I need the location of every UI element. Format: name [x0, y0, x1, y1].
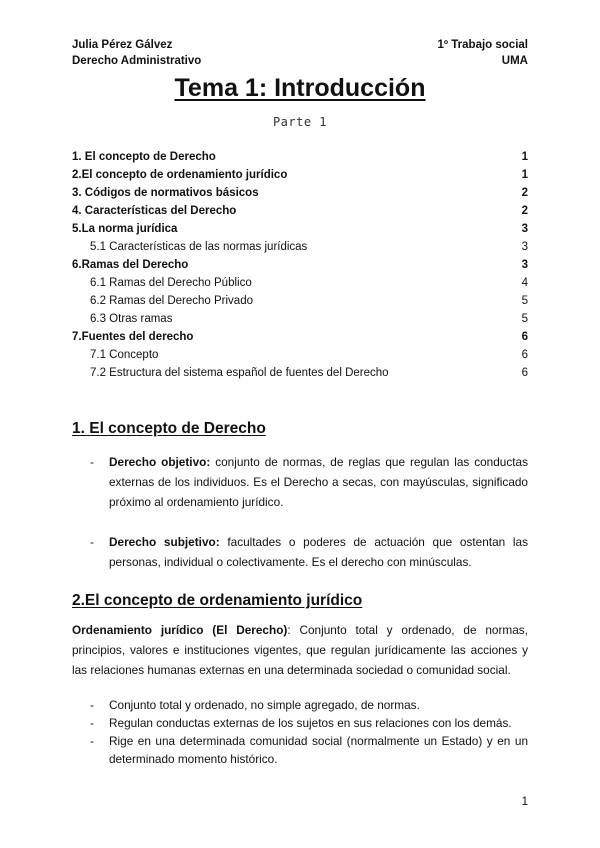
definition-text: facultades o poderes de actuación que ostentan las personas, individual o colectivamente. Es el derecho con minúsculas.: [109, 535, 528, 569]
dash-bullet: -: [90, 535, 94, 549]
list-item: [72, 714, 528, 732]
definition-term: Derecho subjetivo:: [109, 535, 220, 549]
toc-entry-label: 7.Fuentes del derecho: [72, 331, 194, 343]
definition-list: [72, 452, 528, 572]
toc-entry-label: 3. Códigos de normativos básicos: [72, 187, 259, 199]
toc-entry-page: 5: [521, 313, 528, 325]
dash-bullet: -: [90, 716, 94, 730]
section-ordenamiento-juridico: [72, 592, 528, 768]
toc-entry[interactable]: [72, 328, 528, 346]
definition-text: conjunto de normas, de reglas que regulan las conductas externas de los individuos. Es el Derecho a secas, con mayúsculas, significado próximo al ordenamiento jurídico.: [109, 455, 528, 509]
toc-entry-label: 5.1 Características de las normas jurídicas: [90, 241, 308, 253]
toc-entry-page: 2: [521, 205, 528, 217]
definition-term: Ordenamiento jurídico (El Derecho): [72, 623, 288, 637]
section-heading: 2.El concepto de ordenamiento jurídico: [72, 592, 363, 609]
toc-entry[interactable]: [72, 310, 528, 328]
toc-entry[interactable]: [72, 256, 528, 274]
definition-term: Derecho objetivo:: [109, 455, 211, 469]
dash-bullet: -: [90, 734, 94, 748]
toc-entry-label: 5.La norma jurídica: [72, 223, 178, 235]
toc-entry-label: 7.1 Concepto: [90, 349, 159, 361]
toc-entry-page: 1: [521, 151, 528, 163]
toc-entry-label: 2.El concepto de ordenamiento jurídico: [72, 169, 288, 181]
toc-entry-page: 4: [521, 277, 528, 289]
toc-entry-page: 3: [521, 259, 528, 271]
dash-bullet: -: [90, 455, 94, 469]
toc-entry[interactable]: [72, 238, 528, 256]
subject-name: Derecho Administrativo: [72, 55, 202, 67]
characteristics-list: [72, 696, 528, 768]
list-item: [72, 532, 528, 572]
section-heading: 1. El concepto de Derecho: [72, 420, 266, 437]
toc-entry[interactable]: [72, 274, 528, 292]
list-item: [72, 696, 528, 714]
toc-entry[interactable]: [72, 364, 528, 382]
toc-entry-page: 6: [521, 367, 528, 379]
toc-entry-label: 4. Características del Derecho: [72, 205, 237, 217]
toc-entry[interactable]: [72, 292, 528, 310]
university-label: UMA: [501, 55, 528, 67]
toc-entry-label: 6.1 Ramas del Derecho Público: [90, 277, 252, 289]
list-item-text: Conjunto total y ordenado, no simple agregado, de normas.: [109, 698, 420, 712]
list-item-text: Regulan conductas externas de los sujetos en sus relaciones con los demás.: [109, 716, 512, 730]
toc-entry-label: 7.2 Estructura del sistema español de fuentes del Derecho: [90, 367, 389, 379]
toc-entry-label: 1. El concepto de Derecho: [72, 151, 216, 163]
author-name: Julia Pérez Gálvez: [72, 39, 173, 51]
toc-entry[interactable]: [72, 220, 528, 238]
toc-entry-page: 1: [521, 169, 528, 181]
table-of-contents: [72, 148, 528, 382]
toc-entry[interactable]: [72, 346, 528, 364]
toc-entry[interactable]: [72, 166, 528, 184]
toc-entry-page: 2: [521, 187, 528, 199]
page-header: [72, 37, 528, 69]
toc-entry-page: 3: [521, 241, 528, 253]
list-item: [72, 452, 528, 512]
document-subtitle: Parte 1: [272, 115, 328, 129]
toc-entry-label: 6.2 Ramas del Derecho Privado: [90, 295, 253, 307]
toc-entry-label: 6.3 Otras ramas: [90, 313, 173, 325]
toc-entry[interactable]: [72, 184, 528, 202]
course-label: 1º Trabajo social: [437, 39, 528, 51]
document-title: Tema 1: Introducción: [174, 74, 426, 102]
toc-entry[interactable]: [72, 202, 528, 220]
toc-entry-page: 3: [521, 223, 528, 235]
toc-entry-page: 5: [521, 295, 528, 307]
definition-paragraph: [72, 620, 528, 680]
list-item-text: Rige en una determinada comunidad social (normalmente un Estado) y en un determinado momento histórico.: [109, 734, 528, 766]
toc-entry[interactable]: [72, 148, 528, 166]
dash-bullet: -: [90, 698, 94, 712]
definition-text: : Conjunto total y ordenado, de normas, principios, valores e instituciones vigentes, que regulan jurídicamente las acciones y las relaciones humanas externas en una determinada sociedad o comunidad social.: [72, 623, 528, 677]
section-concepto-derecho: [72, 420, 528, 572]
list-item: [72, 732, 528, 768]
toc-entry-page: 6: [521, 331, 528, 343]
page-number: 1: [521, 796, 528, 808]
toc-entry-label: 6.Ramas del Derecho: [72, 259, 189, 271]
toc-entry-page: 6: [521, 349, 528, 361]
